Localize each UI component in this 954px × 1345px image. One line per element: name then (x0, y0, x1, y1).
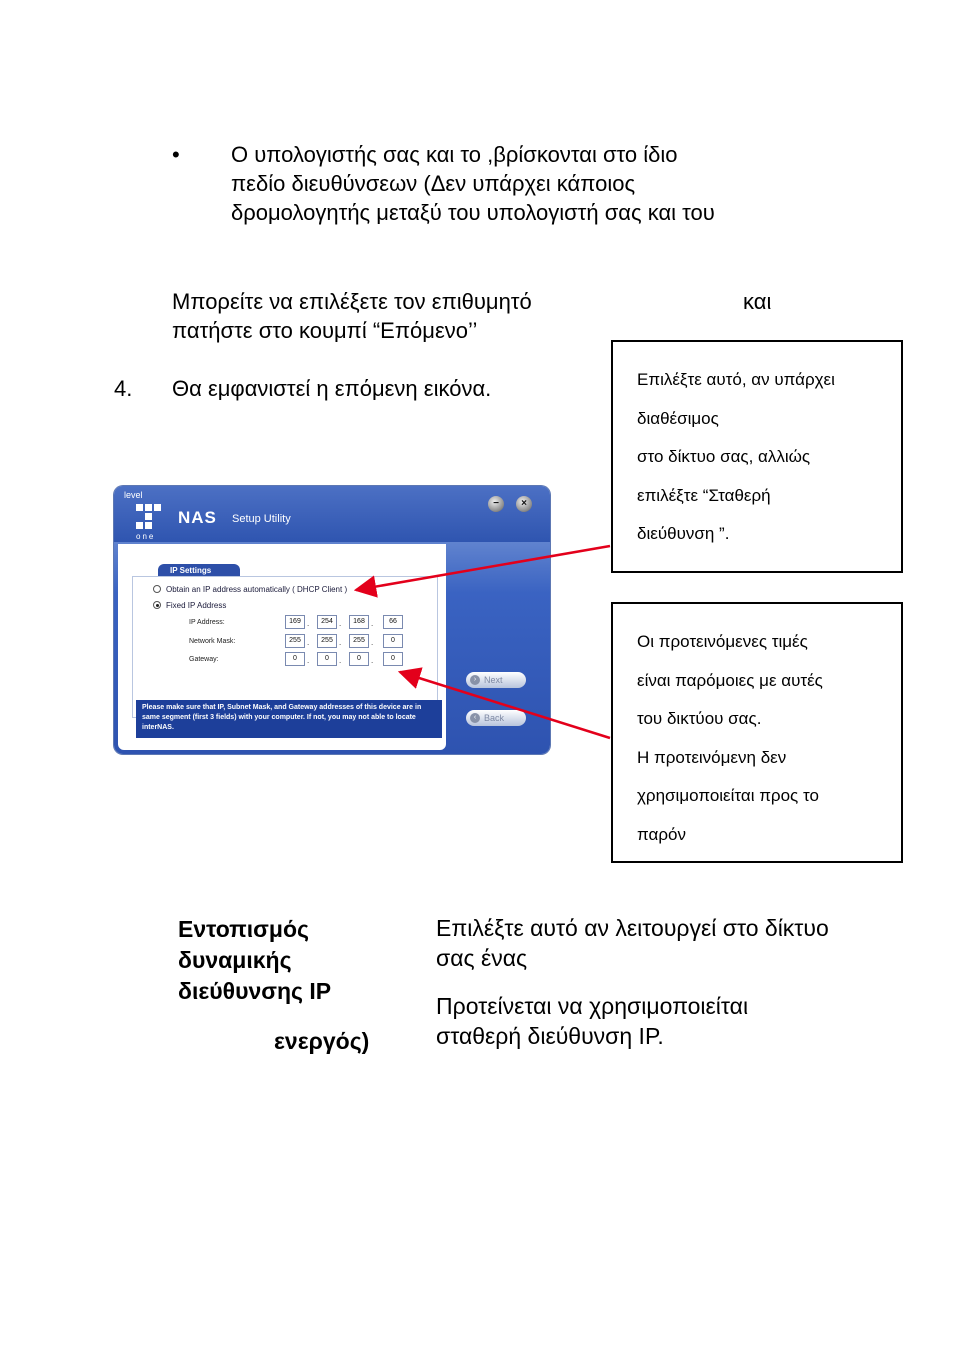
instruction-line-1a: Μπορείτε να επιλέξετε τον επιθυμητό (172, 289, 532, 314)
table-right-p1-line-1: Επιλέξτε αυτό αν λειτουργεί στο δίκτυο (436, 915, 829, 941)
mask-octet-1[interactable]: 255 (285, 634, 305, 648)
tab-ip-settings[interactable]: IP Settings (158, 564, 240, 578)
gateway-dot-icon: . (307, 656, 310, 665)
arrow-left-icon: ‹ (470, 713, 480, 723)
gateway-dot-icon: . (371, 656, 374, 665)
gateway-octet-4[interactable]: 0 (383, 652, 403, 666)
step-number: 4. (114, 376, 133, 401)
network-mask-label: Network Mask: (189, 638, 236, 645)
callout-bottom-line-3: του δικτύου σας. (637, 709, 762, 728)
bullet-line-2: πεδίο διευθύνσεων (Δεν υπάρχει κάποιος (231, 171, 636, 196)
ip-address-label: IP Address: (189, 619, 225, 626)
callout-top-line-5: διεύθυνση ”. (637, 524, 730, 543)
ip-octet-1[interactable]: 169 (285, 615, 305, 629)
instruction-line-2: πατήστε στο κουμπί “Επόμενο’’ (172, 318, 478, 343)
arrow-to-dhcp-option (356, 546, 610, 590)
bullet-line-1: Ο υπολογιστής σας και το ,βρίσκονται στο ίδιο (231, 142, 678, 167)
nas-subtitle: Setup Utility (232, 513, 291, 525)
logo-text-top: level (124, 490, 143, 500)
bullet-symbol: • (172, 142, 180, 167)
table-right-p1-line-2: σας ένας (436, 945, 528, 971)
callout-bottom-line-4: Η προτεινόμενη δεν (637, 748, 787, 767)
table-left-line-4: ενεργός) (274, 1028, 370, 1054)
option-dhcp-label: Obtain an IP address automatically ( DHCP Client ) (166, 585, 348, 594)
gateway-octet-1[interactable]: 0 (285, 652, 305, 666)
minimize-icon[interactable]: − (488, 496, 504, 512)
arrow-to-gateway-field (400, 672, 610, 738)
arrow-right-icon: › (470, 675, 480, 685)
gateway-dot-icon: . (339, 656, 342, 665)
bullet-line-3: δρομολογητής μεταξύ του υπολογιστή σας και του (231, 200, 715, 225)
mask-dot-icon: . (371, 638, 374, 647)
mask-octet-3[interactable]: 255 (349, 634, 369, 648)
callout-top-line-1: Επιλέξτε αυτό, αν υπάρχει (637, 370, 835, 389)
ip-dot-icon: . (339, 619, 342, 628)
table-right-p2-line-1: Προτείνεται να χρησιμοποιείται (436, 993, 749, 1019)
callout-bottom-line-2: είναι παρόμοιες με αυτές (637, 671, 823, 690)
ip-octet-3[interactable]: 168 (349, 615, 369, 629)
callout-bottom-line-1: Οι προτεινόμενες τιμές (637, 632, 808, 651)
mask-octet-2[interactable]: 255 (317, 634, 337, 648)
callout-top-line-4: επιλέξτε “Σταθερή (637, 486, 771, 505)
nas-title: NAS (178, 508, 217, 527)
gateway-octet-2[interactable]: 0 (317, 652, 337, 666)
table-left-line-1: Εντοπισμός (178, 916, 309, 942)
mask-dot-icon: . (307, 638, 310, 647)
callout-bottom-line-5: χρησιμοποιείται προς το (637, 786, 819, 805)
ip-octet-4[interactable]: 66 (383, 615, 403, 629)
logo-text-bottom: one (136, 532, 156, 541)
gateway-octet-3[interactable]: 0 (349, 652, 369, 666)
back-button-label: Back (484, 713, 505, 723)
next-button-label: Next (484, 675, 503, 685)
warning-note: Please make sure that IP, Subnet Mask, and Gateway addresses of this device are in same segment (first 3 fields) with your computer. If not, you may not able to locate interNAS. (136, 700, 442, 738)
option-fixed-label: Fixed IP Address (166, 601, 227, 610)
table-left-line-2: δυναμικής (178, 947, 292, 973)
callout-top-line-2: διαθέσιμος (637, 409, 719, 428)
callout-top-line-3: στο δίκτυο σας, αλλιώς (637, 447, 811, 466)
table-right-p2-line-2: σταθερή διεύθυνση IP. (436, 1023, 664, 1049)
ip-octet-2[interactable]: 254 (317, 615, 337, 629)
callout-bottom-line-6: παρόν (637, 825, 686, 844)
close-icon[interactable]: × (516, 496, 532, 512)
step-text: Θα εμφανιστεί η επόμενη εικόνα. (172, 376, 492, 401)
mask-octet-4[interactable]: 0 (383, 634, 403, 648)
gateway-label: Gateway: (189, 656, 219, 663)
mask-dot-icon: . (339, 638, 342, 647)
ip-dot-icon: . (307, 619, 310, 628)
ip-dot-icon: . (371, 619, 374, 628)
table-left-line-3: διεύθυνσης IP (178, 978, 332, 1004)
instruction-line-1b: και (743, 289, 772, 314)
